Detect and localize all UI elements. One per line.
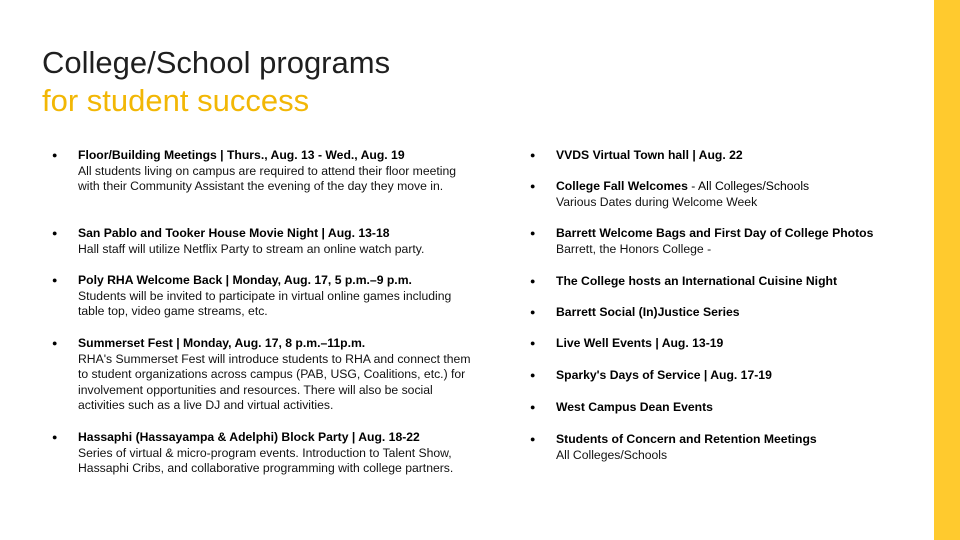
item-heading: Sparky's Days of Service | Aug. 17-19 <box>556 368 772 382</box>
item-heading: Barrett Welcome Bags and First Day of College Photos <box>556 226 874 240</box>
bullet-icon: ● <box>530 228 536 238</box>
list-item <box>530 432 910 463</box>
bullet-icon: ● <box>530 150 536 160</box>
item-description: Various Dates during Welcome Week <box>556 194 758 209</box>
bullet-icon: ● <box>52 432 58 442</box>
accent-bar <box>934 0 960 540</box>
bullet-icon: ● <box>52 150 58 160</box>
item-heading: Hassaphi (Hassayampa & Adelphi) Block Party | Aug. 18-22 <box>78 430 420 444</box>
bullet-icon: ● <box>530 276 536 286</box>
bullet-icon: ● <box>52 228 58 238</box>
item-heading: Live Well Events | Aug. 13-19 <box>556 336 724 350</box>
list-item <box>52 226 472 257</box>
item-heading: San Pablo and Tooker House Movie Night | Aug. 13-18 <box>78 226 390 240</box>
item-description: All students living on campus are required to attend their floor meeting with their Community Assistant the evening of the day they move in. <box>78 163 457 194</box>
bullet-icon: ● <box>530 181 536 191</box>
list-item <box>52 273 472 320</box>
list-item <box>530 368 910 384</box>
title-line-1: College/School programs <box>42 45 391 80</box>
item-heading: Floor/Building Meetings | Thurs., Aug. 13 - Wed., Aug. 19 <box>78 148 405 162</box>
title-line-2: for student success <box>42 83 310 118</box>
item-heading-suffix: - All Colleges/Schools <box>687 179 810 193</box>
item-heading: College Fall Welcomes <box>556 179 688 193</box>
list-item <box>530 274 910 290</box>
item-description: Series of virtual & micro-program events. Introduction to Talent Show, Hassaphi Cribs, and collaborative programming with college partners. <box>78 445 454 476</box>
item-heading: VVDS Virtual Town hall | Aug. 22 <box>556 148 743 162</box>
list-item <box>52 430 472 477</box>
list-item <box>530 148 910 164</box>
list-item <box>530 305 910 321</box>
bullet-icon: ● <box>530 338 536 348</box>
item-heading: Poly RHA Welcome Back | Monday, Aug. 17, 5 p.m.–9 p.m. <box>78 273 412 287</box>
item-description: RHA's Summerset Fest will introduce students to RHA and connect them to student organizations across campus (PAB, USG, Coalitions, etc.) for involvement opportunities and resources. There will also be social activities such as a live DJ and virtual activities. <box>78 351 471 413</box>
list-item <box>530 400 910 416</box>
item-heading: Summerset Fest | Monday, Aug. 17, 8 p.m.–11p.m. <box>78 336 366 350</box>
item-description: Hall staff will utilize Netflix Party to stream an online watch party. <box>78 241 425 256</box>
item-heading: The College hosts an International Cuisine Night <box>556 274 838 288</box>
item-description: Students will be invited to participate in virtual online games including table top, video game streams, etc. <box>78 288 452 319</box>
item-description: All Colleges/Schools <box>556 447 668 462</box>
bullet-icon: ● <box>52 275 58 285</box>
bullet-icon: ● <box>52 338 58 348</box>
bullet-icon: ● <box>530 370 536 380</box>
list-item <box>530 179 910 210</box>
bullet-icon: ● <box>530 307 536 317</box>
list-item <box>52 148 472 195</box>
list-item <box>530 336 910 352</box>
item-heading: Students of Concern and Retention Meetings <box>556 432 817 446</box>
slide-title <box>42 44 390 120</box>
item-description: Barrett, the Honors College - <box>556 241 712 256</box>
bullet-icon: ● <box>530 402 536 412</box>
bullet-icon: ● <box>530 434 536 444</box>
item-heading: West Campus Dean Events <box>556 400 713 414</box>
list-item <box>52 336 472 414</box>
item-heading: Barrett Social (In)Justice Series <box>556 305 740 319</box>
list-item <box>530 226 910 257</box>
